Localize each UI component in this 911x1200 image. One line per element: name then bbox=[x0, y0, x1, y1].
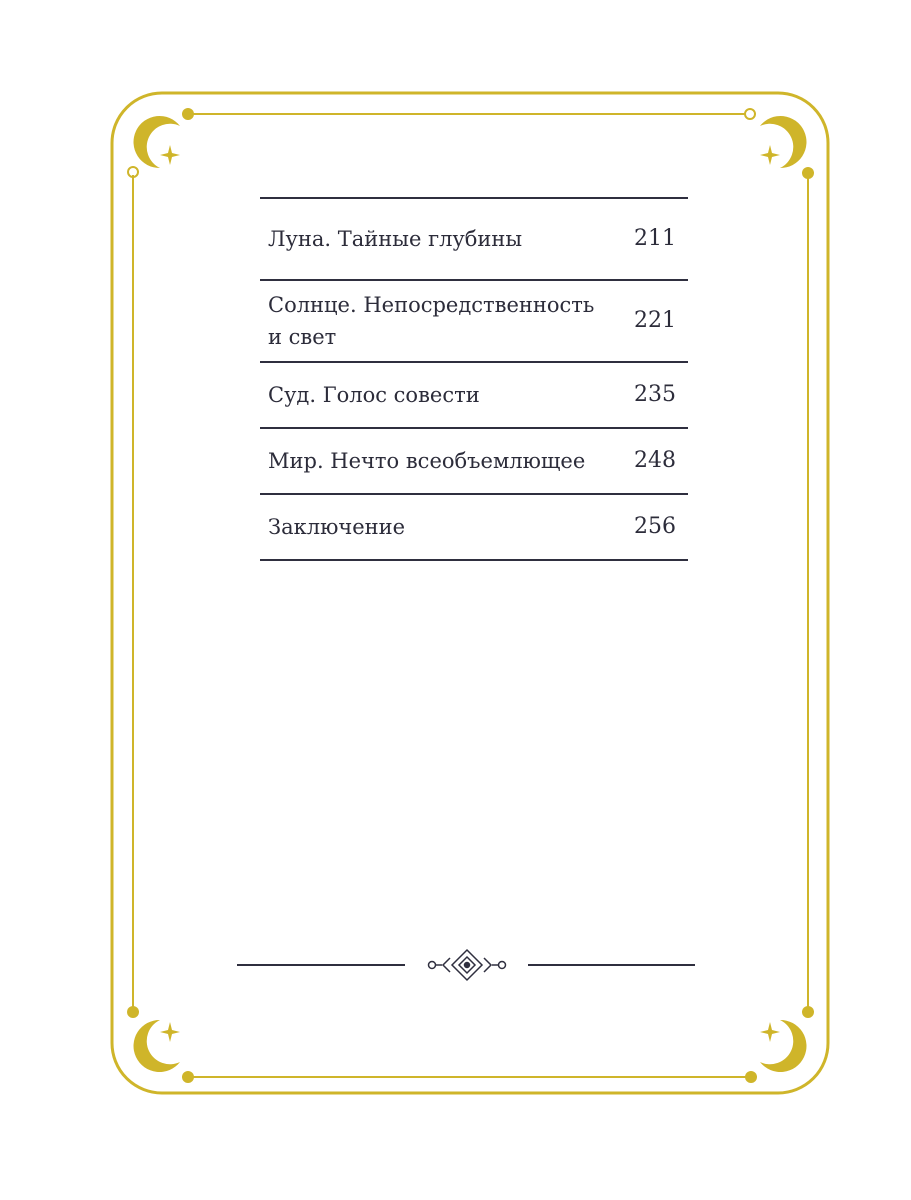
toc-entry-page: 211 bbox=[634, 226, 676, 251]
inner-bottom-right-dot bbox=[745, 1071, 757, 1083]
star-icon bbox=[160, 145, 180, 165]
diamond-ornament-icon bbox=[429, 950, 506, 980]
toc-entry-title: Суд. Голос совести bbox=[268, 383, 480, 407]
toc-entry-title: Солнце. Непосредственность и свет bbox=[268, 293, 595, 349]
toc-entry-title: Мир. Нечто всеобъемлющее bbox=[268, 449, 586, 473]
inner-bottom-left-dot bbox=[182, 1071, 194, 1083]
toc-entry[interactable] bbox=[260, 363, 688, 429]
crescent-moon-icon bbox=[760, 1020, 806, 1072]
inner-top-left-dot bbox=[182, 108, 194, 120]
inner-right-bottom-dot bbox=[802, 1006, 814, 1018]
inner-right-top-dot bbox=[802, 167, 814, 179]
toc-entry-title: Луна. Тайные глубины bbox=[268, 227, 523, 251]
toc-entry[interactable] bbox=[260, 199, 688, 281]
star-icon bbox=[160, 1022, 180, 1042]
toc-entry-page: 221 bbox=[634, 308, 676, 333]
star-icon bbox=[760, 145, 780, 165]
toc-entry-title: Заключение bbox=[268, 515, 406, 539]
toc-entry-page: 256 bbox=[634, 514, 676, 539]
toc-entry[interactable] bbox=[260, 429, 688, 495]
crescent-moon-icon bbox=[134, 1020, 180, 1072]
toc-entry-page: 235 bbox=[634, 382, 676, 407]
table-of-contents bbox=[260, 197, 688, 561]
star-icon bbox=[760, 1022, 780, 1042]
toc-entry[interactable] bbox=[260, 281, 688, 363]
crescent-moon-icon bbox=[760, 116, 806, 168]
inner-left-bottom-dot bbox=[127, 1006, 139, 1018]
toc-entry[interactable] bbox=[260, 495, 688, 561]
inner-top-right-ring bbox=[745, 109, 755, 119]
crescent-moon-icon bbox=[134, 116, 180, 168]
toc-entry-page: 248 bbox=[634, 448, 676, 473]
